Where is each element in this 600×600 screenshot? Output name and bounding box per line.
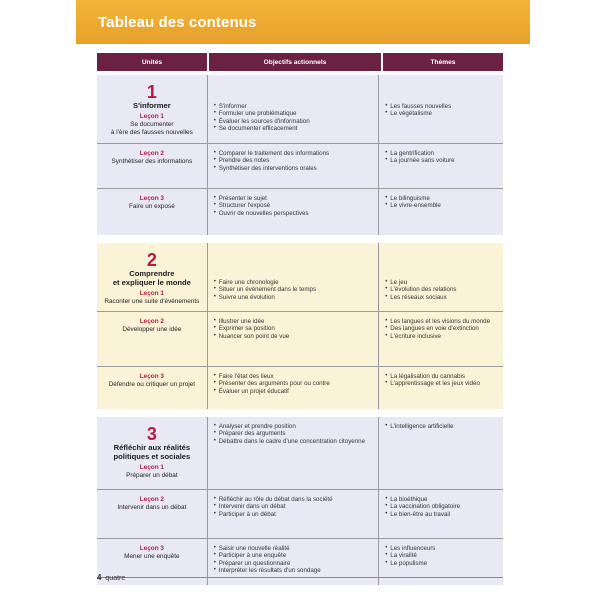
- unit-cell: [97, 417, 208, 489]
- lesson-label: Leçon 2: [139, 150, 164, 157]
- table-row: [97, 243, 503, 312]
- column-header-units: Unités: [97, 53, 207, 71]
- list-item: • Présenter le sujet: [214, 195, 379, 202]
- lesson-cell: [97, 312, 208, 366]
- list-item: • Interpréter les résultats d'un sondage: [214, 567, 379, 574]
- list-item: • Le populisme: [385, 560, 503, 567]
- objectives-cell: [208, 490, 380, 538]
- lesson-title: Faire un exposé: [128, 203, 175, 210]
- column-header-objectives: Objectifs actionnels: [209, 53, 381, 71]
- list-item: • Synthétiser des interventions orales: [214, 165, 379, 172]
- list-item: • Nuancer son point de vue: [214, 333, 379, 340]
- list-item: • La gentrification: [385, 150, 503, 157]
- objectives-cell: [208, 312, 380, 366]
- unit-block: [97, 75, 503, 235]
- list-item: • Des langues en voie d'extinction: [385, 325, 503, 332]
- lesson-label: Leçon 3: [139, 373, 164, 380]
- lesson-title: Synthétiser des informations: [111, 158, 193, 165]
- list-item: • Évaluer un projet éducatif: [214, 388, 379, 395]
- list-item: • L'apprentissage et les jeux vidéo: [385, 380, 503, 387]
- themes-cell: [379, 539, 503, 585]
- contents-table: [97, 53, 503, 593]
- list-item: • Les influenceurs: [385, 545, 503, 552]
- list-item: • Comparer le traitement des informations: [214, 150, 379, 157]
- objectives-cell: [208, 367, 380, 409]
- unit-title: S'informer: [133, 101, 171, 110]
- themes-cell: [379, 312, 503, 366]
- list-item: • Réfléchir au rôle du débat dans la société: [214, 496, 379, 503]
- list-item: • Participer à une enquête: [214, 552, 379, 559]
- column-header-themes: Thèmes: [383, 53, 503, 71]
- unit-title: Réfléchir aux réalités politiques et sociales: [113, 443, 191, 461]
- list-item: • Se documenter efficacement: [214, 125, 379, 132]
- header-banner: [76, 0, 530, 44]
- lesson-cell: [97, 144, 208, 188]
- list-item: • Le jeu: [385, 279, 503, 286]
- list-item: • Analyser et prendre position: [214, 423, 379, 430]
- list-item: • Le bien-être au travail: [385, 511, 503, 518]
- list-item: • Situer un événement dans le temps: [214, 286, 379, 293]
- lesson-title: Préparer un débat: [126, 472, 178, 479]
- table-header-row: [97, 53, 503, 71]
- themes-cell: [379, 144, 503, 188]
- list-item: • L'évolution des relations: [385, 286, 503, 293]
- list-item: • Saisir une nouvelle réalité: [214, 545, 379, 552]
- objectives-cell: [208, 417, 380, 489]
- page-number: 4: [97, 573, 102, 582]
- unit-block: [97, 243, 503, 409]
- table-row: [97, 75, 503, 144]
- table-row: [97, 417, 503, 490]
- lesson-label: Leçon 3: [139, 195, 164, 202]
- list-item: • La légalisation du cannabis: [385, 373, 503, 380]
- list-item: • Les langues et les visions du monde: [385, 318, 503, 325]
- lesson-title: Intervenir dans un débat: [117, 504, 187, 511]
- list-item: • Illustrer une idée: [214, 318, 379, 325]
- list-item: • L'écriture inclusive: [385, 333, 503, 340]
- unit-number: 3: [146, 424, 157, 444]
- lesson-cell: [97, 490, 208, 538]
- page-title: Tableau des contenus: [98, 14, 257, 31]
- list-item: • Les fausses nouvelles: [385, 103, 503, 110]
- list-item: • Préparer un questionnaire: [214, 560, 379, 567]
- unit-cell: [97, 243, 208, 311]
- unit-title: Comprendre et expliquer le monde: [112, 269, 191, 287]
- list-item: • Formuler une problématique: [214, 110, 379, 117]
- objectives-cell: [208, 144, 380, 188]
- list-item: • Débattre dans le cadre d'une concentration citoyenne: [214, 438, 379, 445]
- list-item: • Préparer des arguments: [214, 430, 379, 437]
- list-item: • L'intelligence artificielle: [385, 423, 503, 430]
- lesson-title: Raconter une suite d'événements: [104, 298, 200, 305]
- lesson-title: Se documenter: [130, 121, 174, 128]
- lesson-title: à l'ère des fausses nouvelles: [110, 128, 193, 136]
- objectives-cell: [208, 243, 380, 311]
- list-item: • Le végétalisme: [385, 110, 503, 117]
- objectives-cell: [208, 539, 380, 585]
- unit-number: 2: [146, 250, 157, 270]
- themes-cell: [379, 367, 503, 409]
- lesson-label: Leçon 1: [139, 113, 164, 120]
- table-row: [97, 539, 503, 585]
- list-item: • Présenter des arguments pour ou contre: [214, 380, 379, 387]
- list-item: • Les réseaux sociaux: [385, 294, 503, 301]
- footer-divider: [97, 577, 503, 578]
- list-item: • Exprimer sa position: [214, 325, 379, 332]
- list-item: • Suivre une évolution: [214, 294, 379, 301]
- lesson-cell: [97, 189, 208, 235]
- unit-cell: [97, 75, 208, 143]
- table-row: [97, 367, 503, 409]
- lesson-title: Développer une idée: [122, 326, 182, 333]
- table-row: [97, 490, 503, 539]
- themes-cell: [379, 417, 503, 489]
- unit-block: [97, 417, 503, 585]
- objectives-cell: [208, 75, 380, 143]
- table-row: [97, 189, 503, 235]
- list-item: • Structurer l'exposé: [214, 202, 379, 209]
- unit-number: 1: [146, 82, 157, 102]
- list-item: • La journée sans voiture: [385, 157, 503, 164]
- page-folio: [97, 573, 125, 582]
- lesson-label: Leçon 1: [139, 464, 164, 471]
- list-item: • La viralité: [385, 552, 503, 559]
- themes-cell: [379, 490, 503, 538]
- themes-cell: [379, 189, 503, 235]
- lesson-label: Leçon 3: [139, 545, 164, 552]
- list-item: • La vaccination obligatoire: [385, 503, 503, 510]
- list-item: • Ouvrir de nouvelles perspectives: [214, 210, 379, 217]
- list-item: • Faire l'état des lieux: [214, 373, 379, 380]
- lesson-label: Leçon 2: [139, 496, 164, 503]
- themes-cell: [379, 243, 503, 311]
- list-item: • Intervenir dans un débat: [214, 503, 379, 510]
- table-row: [97, 144, 503, 189]
- lesson-label: Leçon 2: [139, 318, 164, 325]
- list-item: • Participer à un débat: [214, 511, 379, 518]
- objectives-cell: [208, 189, 380, 235]
- themes-cell: [379, 75, 503, 143]
- lesson-cell: [97, 367, 208, 409]
- list-item: • Le vivre-ensemble: [385, 202, 503, 209]
- list-item: • Le bilinguisme: [385, 195, 503, 202]
- list-item: • Prendre des notes: [214, 157, 379, 164]
- list-item: • La bioéthique: [385, 496, 503, 503]
- table-row: [97, 312, 503, 367]
- lesson-title: Mener une enquête: [124, 553, 180, 560]
- list-item: • Faire une chronologie: [214, 279, 379, 286]
- lesson-title: Défendre ou critiquer un projet: [108, 381, 196, 388]
- list-item: • Évaluer les sources d'information: [214, 118, 379, 125]
- page-word: quatre: [105, 575, 126, 582]
- lesson-label: Leçon 1: [139, 290, 164, 297]
- list-item: • S'informer: [214, 103, 379, 110]
